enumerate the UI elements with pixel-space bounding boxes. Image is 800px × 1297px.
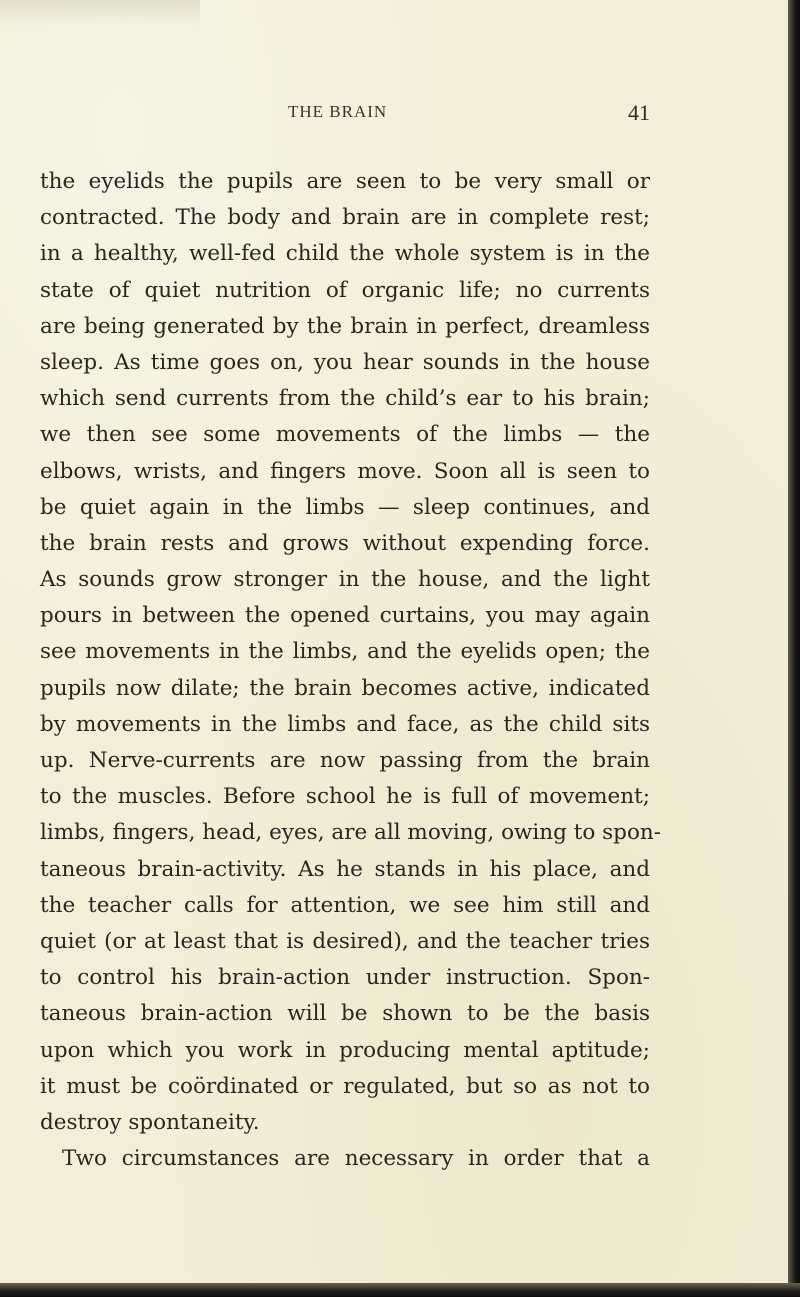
text-line: state of quiet nutrition of organic life; no currents: [40, 277, 650, 303]
page-curl-shadow: [0, 0, 200, 26]
text-line: see movements in the limbs, and the eyelids open; the: [40, 639, 650, 665]
chapter-title: THE BRAIN: [288, 102, 388, 121]
text-line: by movements in the limbs and face, as the child sits: [40, 711, 650, 737]
text-line: sleep. As time goes on, you hear sounds in the house: [40, 349, 650, 375]
text-line: the eyelids the pupils are seen to be very small or: [40, 169, 650, 194]
text-line: the brain rests and grows without expending force.: [40, 530, 650, 556]
text-line: elbows, wrists, and fingers move. Soon all is seen to: [40, 458, 650, 484]
text-line: to control his brain-action under instruction. Spon-: [40, 965, 650, 991]
text-line: the teacher calls for attention, we see him still and: [40, 892, 650, 918]
text-line: are being generated by the brain in perfect, dreamless: [40, 313, 650, 339]
text-line: be quiet again in the limbs — sleep continues, and: [40, 494, 650, 520]
text-line: pours in between the opened curtains, you may again: [40, 603, 650, 629]
text-line: in a healthy, well-fed child the whole system is in the: [40, 241, 650, 267]
text-line: which send currents from the child’s ear to his brain;: [40, 386, 650, 412]
text-line: it must be coördinated or regulated, but so as not to: [40, 1073, 650, 1099]
text-line: quiet (or at least that is desired), and the teacher tries: [40, 928, 650, 954]
text-line: Two circumstances are necessary in order that a: [62, 1146, 650, 1172]
text-line: pupils now dilate; the brain becomes active, indicated: [40, 675, 650, 701]
page-edge-shadow-bottom: [0, 1283, 800, 1297]
paragraph-end-line: destroy spontaneity.: [40, 1109, 260, 1135]
text-line: taneous brain-action will be shown to be the basis: [40, 1001, 650, 1027]
page-number: 41: [628, 100, 650, 125]
body-text: [40, 164, 662, 1177]
page-edge-shadow-right: [788, 0, 800, 1297]
text-line: upon which you work in producing mental aptitude;: [40, 1037, 650, 1063]
text-line: to the muscles. Before school he is full of movement;: [40, 784, 650, 810]
text-line: up. Nerve-currents are now passing from the brain: [40, 748, 650, 773]
text-line: we then see some movements of the limbs — the: [40, 422, 650, 448]
text-line: limbs, fingers, head, eyes, are all moving, owing to spon-: [40, 820, 662, 846]
running-head: [40, 102, 650, 132]
text-line: contracted. The body and brain are in complete rest;: [40, 205, 650, 231]
text-line: As sounds grow stronger in the house, and the light: [40, 567, 650, 593]
text-line: taneous brain-activity. As he stands in his place, and: [40, 856, 650, 882]
